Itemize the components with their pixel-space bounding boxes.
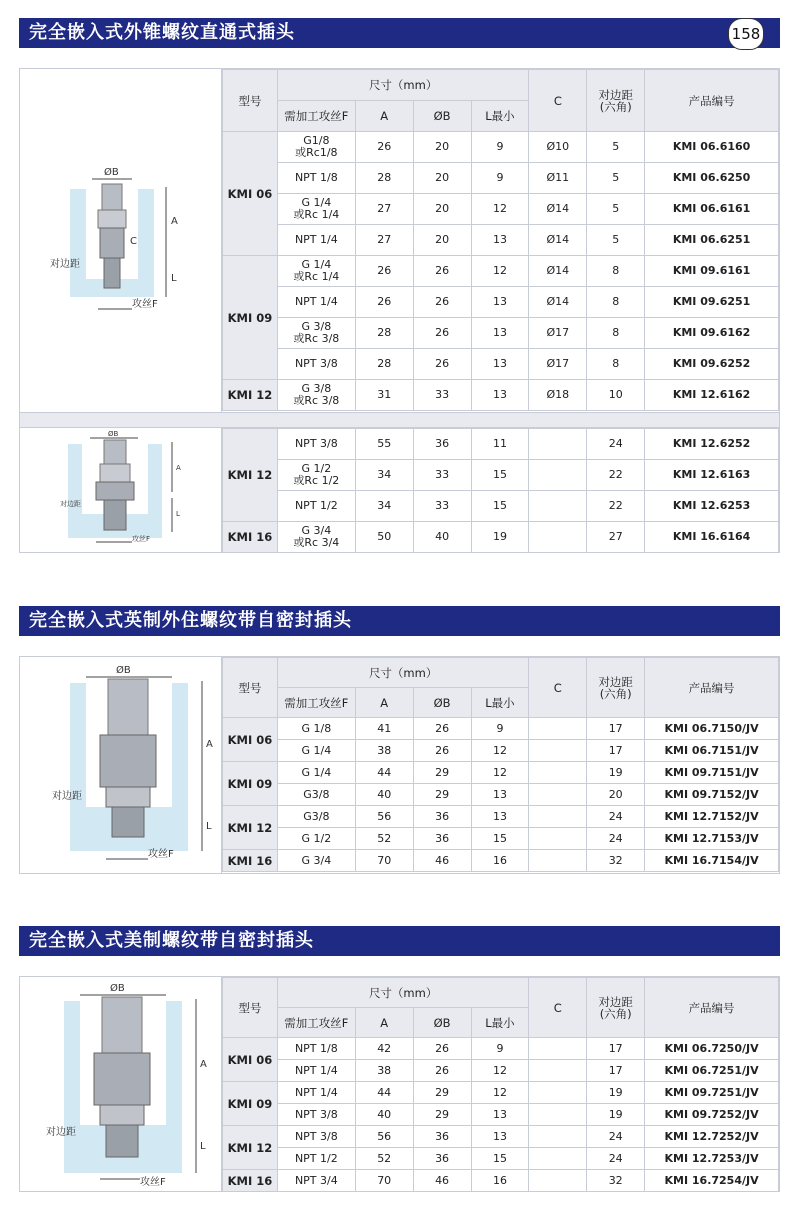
table-row (223, 491, 779, 522)
l-cell: 13 (471, 380, 529, 411)
thread-cell: G1/8 或Rc1/8 (277, 132, 355, 163)
thread-cell: NPT 1/8 (277, 163, 355, 194)
a-cell: 38 (355, 740, 413, 762)
sub-diagram-label-hex: 对边距 (60, 500, 81, 508)
code-cell: KMI 06.7251/JV (645, 1060, 779, 1082)
b-cell: 29 (413, 762, 471, 784)
code-cell: KMI 12.6162 (645, 380, 779, 411)
code-cell: KMI 12.7153/JV (645, 828, 779, 850)
b-cell: 36 (413, 1148, 471, 1170)
a-cell: 55 (355, 429, 413, 460)
l-cell: 12 (471, 1082, 529, 1104)
model-cell: KMI 16 (223, 522, 278, 553)
l-cell: 11 (471, 429, 529, 460)
thread-cell: G 1/4 或Rc 1/4 (277, 256, 355, 287)
c-cell: Ø18 (529, 380, 587, 411)
diagram-label-l: L (171, 273, 177, 284)
b-cell: 26 (413, 1060, 471, 1082)
l-cell: 9 (471, 163, 529, 194)
model-cell: KMI 12 (223, 1126, 278, 1170)
model-cell: KMI 12 (223, 806, 278, 850)
sub-diagram-label-b: ØB (108, 430, 119, 438)
l-cell: 16 (471, 850, 529, 872)
code-cell: KMI 06.6251 (645, 225, 779, 256)
a-cell: 70 (355, 850, 413, 872)
thread-cell: NPT 3/8 (277, 349, 355, 380)
l-cell: 13 (471, 1126, 529, 1148)
code-cell: KMI 12.7253/JV (645, 1148, 779, 1170)
col-l-header: L最小 (471, 101, 529, 132)
hex-cell: 19 (587, 762, 645, 784)
hex-cell: 24 (587, 828, 645, 850)
col-l-header: L最小 (471, 1008, 529, 1038)
thread-cell: G3/8 (277, 784, 355, 806)
code-cell: KMI 09.6252 (645, 349, 779, 380)
code-cell: KMI 12.7152/JV (645, 806, 779, 828)
b-cell: 20 (413, 132, 471, 163)
code-cell: KMI 09.6161 (645, 256, 779, 287)
b-cell: 46 (413, 1170, 471, 1192)
a-cell: 27 (355, 194, 413, 225)
l-cell: 19 (471, 522, 529, 553)
diagram-label-f: 攻丝F (132, 299, 158, 310)
code-cell: KMI 06.6250 (645, 163, 779, 194)
a-cell: 31 (355, 380, 413, 411)
col-a-header: A (355, 1008, 413, 1038)
code-cell: KMI 06.7151/JV (645, 740, 779, 762)
a-cell: 56 (355, 1126, 413, 1148)
b-cell: 29 (413, 1082, 471, 1104)
code-cell: KMI 09.7252/JV (645, 1104, 779, 1126)
a-cell: 40 (355, 1104, 413, 1126)
b-cell: 20 (413, 194, 471, 225)
a-cell: 41 (355, 718, 413, 740)
c-cell: Ø14 (529, 256, 587, 287)
hex-cell: 22 (587, 460, 645, 491)
s2-diagram-label-f: 攻丝F (148, 849, 174, 860)
col-b-header: ØB (413, 688, 471, 718)
thread-cell: G 3/8 或Rc 3/8 (277, 318, 355, 349)
b-cell: 26 (413, 1038, 471, 1060)
s3-diagram-label-f: 攻丝F (140, 1177, 166, 1188)
a-cell: 52 (355, 828, 413, 850)
s2-diagram-label-a: A (206, 739, 213, 750)
l-cell: 12 (471, 256, 529, 287)
b-cell: 40 (413, 522, 471, 553)
fitting-diagram-npt (20, 977, 222, 1191)
thread-cell: G 1/4 (277, 762, 355, 784)
c-cell (529, 522, 587, 553)
code-cell: KMI 06.6161 (645, 194, 779, 225)
a-cell: 26 (355, 287, 413, 318)
code-cell: KMI 09.6162 (645, 318, 779, 349)
thread-cell: G 1/2 或Rc 1/2 (277, 460, 355, 491)
a-cell: 34 (355, 460, 413, 491)
b-cell: 36 (413, 828, 471, 850)
model-cell: KMI 06 (223, 132, 278, 256)
l-cell: 13 (471, 349, 529, 380)
code-cell: KMI 09.6251 (645, 287, 779, 318)
a-cell: 42 (355, 1038, 413, 1060)
hex-cell: 19 (587, 1082, 645, 1104)
section-3-title: 完全嵌入式美制螺纹带自密封插头 (19, 926, 780, 956)
s2-diagram-label-l: L (206, 821, 212, 832)
hex-cell: 8 (587, 256, 645, 287)
code-cell: KMI 12.6163 (645, 460, 779, 491)
page-number: 158 (728, 18, 764, 50)
hex-cell: 24 (587, 429, 645, 460)
table-row (223, 349, 779, 380)
model-cell: KMI 12 (223, 429, 278, 522)
col-code-header: 产品编号 (645, 70, 779, 132)
sub-diagram-label-f: 攻丝F (132, 535, 151, 543)
a-cell: 50 (355, 522, 413, 553)
a-cell: 44 (355, 1082, 413, 1104)
l-cell: 12 (471, 1060, 529, 1082)
model-cell: KMI 16 (223, 1170, 278, 1192)
a-cell: 70 (355, 1170, 413, 1192)
c-cell: Ø17 (529, 318, 587, 349)
table-row (223, 287, 779, 318)
section-divider (19, 413, 780, 427)
code-cell: KMI 06.7150/JV (645, 718, 779, 740)
fitting-diagram (20, 69, 222, 412)
col-model-header: 型号 (223, 658, 278, 718)
c-cell (529, 1148, 587, 1170)
thread-cell: NPT 3/4 (277, 1170, 355, 1192)
c-cell (529, 1060, 587, 1082)
a-cell: 28 (355, 318, 413, 349)
table-row (223, 1082, 779, 1104)
thread-cell: G 3/4 或Rc 3/4 (277, 522, 355, 553)
table-row (223, 740, 779, 762)
c-cell (529, 718, 587, 740)
model-cell: KMI 16 (223, 850, 278, 872)
b-cell: 26 (413, 718, 471, 740)
l-cell: 16 (471, 1170, 529, 1192)
col-model-header: 型号 (223, 978, 278, 1038)
code-cell: KMI 09.7151/JV (645, 762, 779, 784)
spec-table-2 (222, 657, 779, 872)
col-l-header: L最小 (471, 688, 529, 718)
c-cell (529, 850, 587, 872)
c-cell: Ø14 (529, 287, 587, 318)
c-cell (529, 460, 587, 491)
c-cell (529, 828, 587, 850)
table-row (223, 1170, 779, 1192)
hex-cell: 24 (587, 806, 645, 828)
table-row (223, 1148, 779, 1170)
thread-cell: G 3/4 (277, 850, 355, 872)
a-cell: 28 (355, 163, 413, 194)
table-row (223, 318, 779, 349)
l-cell: 13 (471, 225, 529, 256)
col-hex-header: 对边距 (六角) (587, 70, 645, 132)
diagram-label-a: A (171, 216, 178, 227)
col-a-header: A (355, 101, 413, 132)
col-b-header: ØB (413, 101, 471, 132)
l-cell: 13 (471, 1104, 529, 1126)
s3-diagram-label-a: A (200, 1059, 207, 1070)
diagram-label-b: ØB (104, 167, 119, 178)
a-cell: 28 (355, 349, 413, 380)
l-cell: 9 (471, 132, 529, 163)
thread-cell: G 3/8 或Rc 3/8 (277, 380, 355, 411)
hex-cell: 8 (587, 318, 645, 349)
table-row (223, 850, 779, 872)
c-cell (529, 491, 587, 522)
b-cell: 36 (413, 1126, 471, 1148)
thread-cell: G 1/4 或Rc 1/4 (277, 194, 355, 225)
section-2-title: 完全嵌入式英制外住螺纹带自密封插头 (19, 606, 780, 636)
hex-cell: 24 (587, 1126, 645, 1148)
code-cell: KMI 09.7251/JV (645, 1082, 779, 1104)
thread-cell: NPT 1/4 (277, 1082, 355, 1104)
l-cell: 13 (471, 318, 529, 349)
table-row (223, 718, 779, 740)
col-c-header: C (529, 70, 587, 132)
col-thread-header: 需加工攻丝F (277, 101, 355, 132)
c-cell (529, 740, 587, 762)
a-cell: 27 (355, 225, 413, 256)
hex-cell: 32 (587, 1170, 645, 1192)
c-cell: Ø10 (529, 132, 587, 163)
b-cell: 33 (413, 491, 471, 522)
a-cell: 38 (355, 1060, 413, 1082)
thread-cell: NPT 1/4 (277, 1060, 355, 1082)
b-cell: 29 (413, 784, 471, 806)
fitting-diagram-large (20, 428, 222, 552)
section-2-block (19, 656, 780, 874)
b-cell: 26 (413, 256, 471, 287)
l-cell: 15 (471, 828, 529, 850)
code-cell: KMI 12.6252 (645, 429, 779, 460)
sub-diagram-label-l: L (176, 510, 180, 518)
a-cell: 26 (355, 256, 413, 287)
hex-cell: 19 (587, 1104, 645, 1126)
model-cell: KMI 12 (223, 380, 278, 411)
thread-cell: NPT 3/8 (277, 429, 355, 460)
l-cell: 13 (471, 784, 529, 806)
l-cell: 15 (471, 460, 529, 491)
code-cell: KMI 16.6164 (645, 522, 779, 553)
l-cell: 15 (471, 491, 529, 522)
code-cell: KMI 06.6160 (645, 132, 779, 163)
thread-cell: NPT 1/2 (277, 491, 355, 522)
a-cell: 40 (355, 784, 413, 806)
col-size-header: 尺寸（mm） (277, 70, 528, 101)
table-row (223, 784, 779, 806)
thread-cell: NPT 1/4 (277, 225, 355, 256)
c-cell: Ø14 (529, 194, 587, 225)
c-cell (529, 762, 587, 784)
l-cell: 9 (471, 718, 529, 740)
col-thread-header: 需加工攻丝F (277, 688, 355, 718)
b-cell: 36 (413, 429, 471, 460)
hex-cell: 22 (587, 491, 645, 522)
b-cell: 26 (413, 349, 471, 380)
thread-cell: NPT 1/8 (277, 1038, 355, 1060)
hex-cell: 5 (587, 132, 645, 163)
c-cell: Ø14 (529, 225, 587, 256)
col-hex-header: 对边距 (六角) (587, 658, 645, 718)
c-cell: Ø17 (529, 349, 587, 380)
l-cell: 13 (471, 287, 529, 318)
hex-cell: 27 (587, 522, 645, 553)
a-cell: 26 (355, 132, 413, 163)
s2-diagram-label-hex: 对边距 (52, 791, 82, 802)
c-cell (529, 784, 587, 806)
model-cell: KMI 06 (223, 1038, 278, 1082)
col-code-header: 产品编号 (645, 658, 779, 718)
thread-cell: NPT 1/4 (277, 287, 355, 318)
spec-table-1 (222, 69, 779, 411)
hex-cell: 24 (587, 1148, 645, 1170)
diagram-label-hex: 对边距 (50, 259, 80, 270)
code-cell: KMI 16.7154/JV (645, 850, 779, 872)
table-row (223, 256, 779, 287)
hex-cell: 20 (587, 784, 645, 806)
a-cell: 44 (355, 762, 413, 784)
table-row (223, 1126, 779, 1148)
table-row (223, 132, 779, 163)
table-row (223, 522, 779, 553)
thread-cell: G 1/4 (277, 740, 355, 762)
table-row (223, 194, 779, 225)
b-cell: 33 (413, 460, 471, 491)
col-thread-header: 需加工攻丝F (277, 1008, 355, 1038)
code-cell: KMI 09.7152/JV (645, 784, 779, 806)
section-3-block (19, 976, 780, 1192)
c-cell (529, 1170, 587, 1192)
col-c-header: C (529, 978, 587, 1038)
l-cell: 15 (471, 1148, 529, 1170)
s3-diagram-label-b: ØB (110, 983, 125, 994)
a-cell: 52 (355, 1148, 413, 1170)
hex-cell: 5 (587, 163, 645, 194)
section-1-sub-block (19, 427, 780, 553)
col-b-header: ØB (413, 1008, 471, 1038)
b-cell: 20 (413, 163, 471, 194)
a-cell: 34 (355, 491, 413, 522)
table-row (223, 460, 779, 491)
col-c-header: C (529, 658, 587, 718)
c-cell (529, 1104, 587, 1126)
table-row (223, 1104, 779, 1126)
section-1-block (19, 68, 780, 413)
section-1-title: 完全嵌入式外锥螺纹直通式插头 (19, 18, 780, 48)
table-row (223, 429, 779, 460)
table-row (223, 225, 779, 256)
hex-cell: 8 (587, 349, 645, 380)
hex-cell: 5 (587, 225, 645, 256)
b-cell: 26 (413, 318, 471, 349)
b-cell: 20 (413, 225, 471, 256)
b-cell: 46 (413, 850, 471, 872)
s2-diagram-label-b: ØB (116, 665, 131, 676)
thread-cell: NPT 1/2 (277, 1148, 355, 1170)
c-cell (529, 429, 587, 460)
code-cell: KMI 16.7254/JV (645, 1170, 779, 1192)
thread-cell: G 1/8 (277, 718, 355, 740)
table-row (223, 762, 779, 784)
hex-cell: 17 (587, 740, 645, 762)
b-cell: 26 (413, 287, 471, 318)
table-row (223, 1060, 779, 1082)
model-cell: KMI 09 (223, 762, 278, 806)
table-row (223, 828, 779, 850)
l-cell: 12 (471, 762, 529, 784)
model-cell: KMI 06 (223, 718, 278, 762)
thread-cell: G 1/2 (277, 828, 355, 850)
hex-cell: 10 (587, 380, 645, 411)
thread-cell: NPT 3/8 (277, 1126, 355, 1148)
col-size-header: 尺寸（mm） (277, 978, 528, 1008)
c-cell: Ø11 (529, 163, 587, 194)
b-cell: 33 (413, 380, 471, 411)
code-cell: KMI 06.7250/JV (645, 1038, 779, 1060)
c-cell (529, 1126, 587, 1148)
l-cell: 13 (471, 806, 529, 828)
table-row (223, 380, 779, 411)
model-cell: KMI 09 (223, 1082, 278, 1126)
col-hex-header: 对边距 (六角) (587, 978, 645, 1038)
spec-table-3 (222, 977, 779, 1192)
l-cell: 12 (471, 194, 529, 225)
table-row (223, 806, 779, 828)
col-size-header: 尺寸（mm） (277, 658, 528, 688)
col-code-header: 产品编号 (645, 978, 779, 1038)
hex-cell: 32 (587, 850, 645, 872)
table-row (223, 163, 779, 194)
col-a-header: A (355, 688, 413, 718)
c-cell (529, 1038, 587, 1060)
code-cell: KMI 12.7252/JV (645, 1126, 779, 1148)
hex-cell: 17 (587, 1060, 645, 1082)
diagram-label-c: C (130, 236, 137, 247)
col-model-header: 型号 (223, 70, 278, 132)
c-cell (529, 806, 587, 828)
thread-cell: NPT 3/8 (277, 1104, 355, 1126)
l-cell: 12 (471, 740, 529, 762)
thread-cell: G3/8 (277, 806, 355, 828)
c-cell (529, 1082, 587, 1104)
fitting-diagram-selfseal (20, 657, 222, 873)
b-cell: 29 (413, 1104, 471, 1126)
b-cell: 36 (413, 806, 471, 828)
hex-cell: 5 (587, 194, 645, 225)
s3-diagram-label-l: L (200, 1141, 206, 1152)
b-cell: 26 (413, 740, 471, 762)
model-cell: KMI 09 (223, 256, 278, 380)
l-cell: 9 (471, 1038, 529, 1060)
hex-cell: 17 (587, 1038, 645, 1060)
table-row (223, 1038, 779, 1060)
s3-diagram-label-hex: 对边距 (46, 1127, 76, 1138)
sub-diagram-label-a: A (176, 464, 181, 472)
spec-table-1-sub (222, 428, 779, 553)
hex-cell: 8 (587, 287, 645, 318)
code-cell: KMI 12.6253 (645, 491, 779, 522)
hex-cell: 17 (587, 718, 645, 740)
a-cell: 56 (355, 806, 413, 828)
